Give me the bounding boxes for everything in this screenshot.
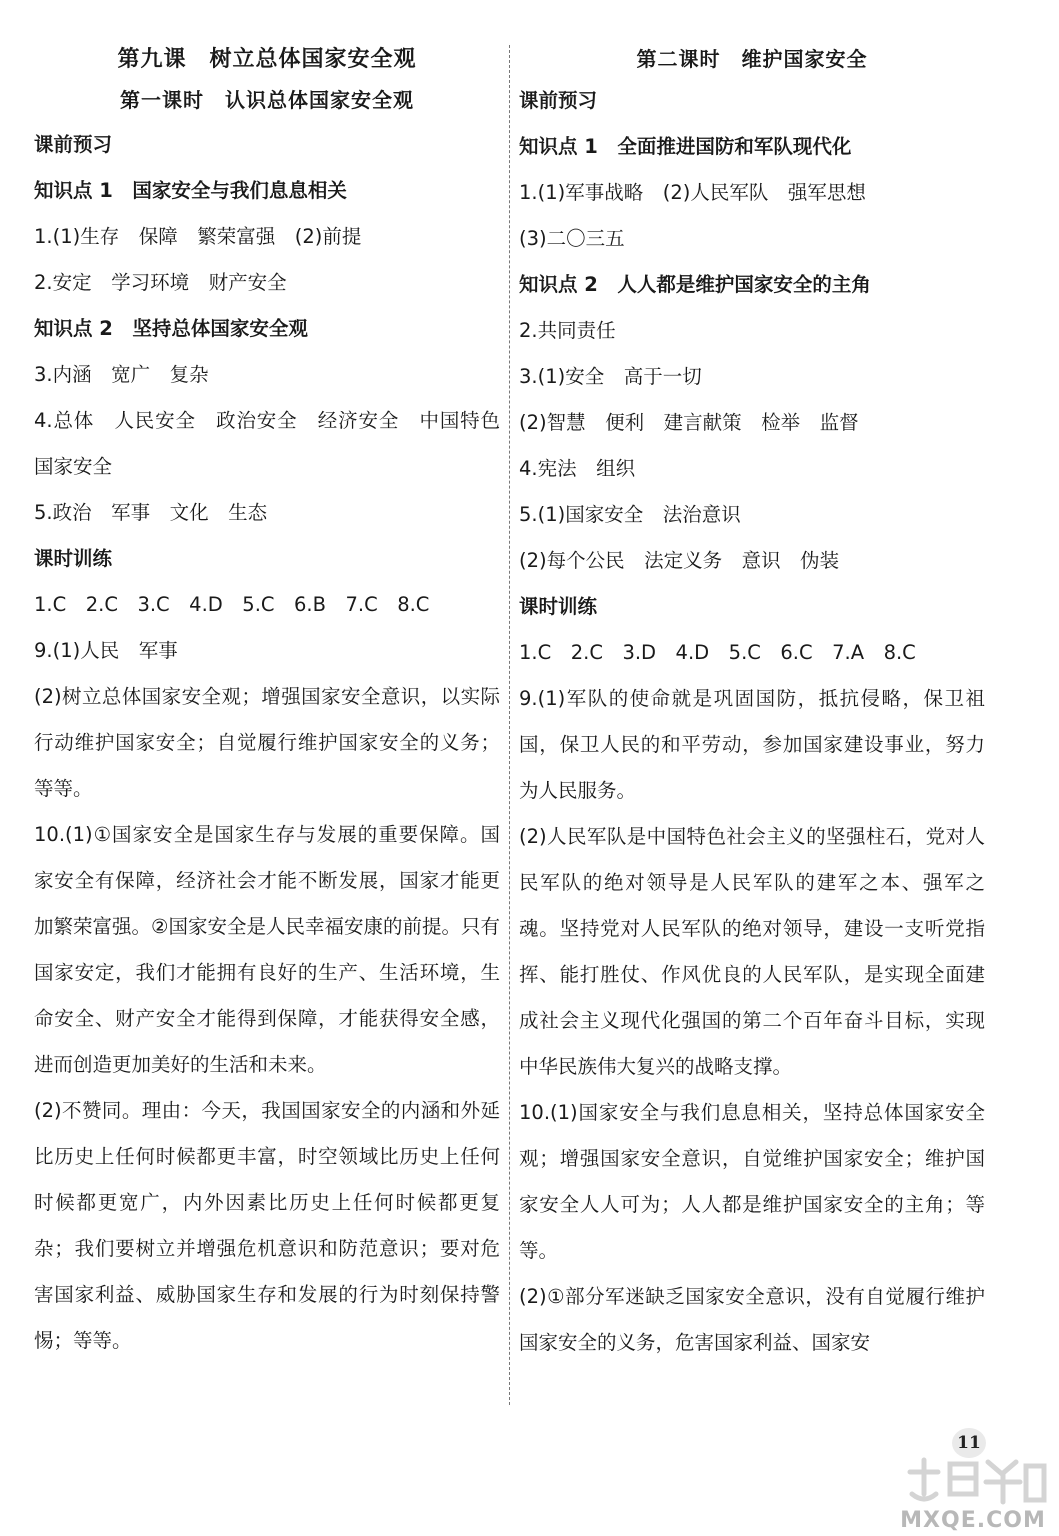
left-column xyxy=(34,40,500,1364)
answer-paragraph: 10.(1)①国家安全是国家生存与发展的重要保障。国家安全有保障，经济社会才能不断发展，国家才能更加繁荣富强。②国家安全是人民幸福安康的前提。只有国家安定，我们才能拥有良好的生产、生活环境，生命安全、财产安全才能得到保障，才能获得安全感，进而创造更加美好的生活和未来。 xyxy=(34,823,500,1076)
period-title-2: 第二课时 维护国家安全 xyxy=(636,47,868,71)
section-heading: 知识点 2 人人都是维护国家安全的主角 xyxy=(519,273,871,296)
answer-line: 5.政治 军事 文化 生态 xyxy=(34,501,268,524)
answer-line: 3.内涵 宽广 复杂 xyxy=(34,363,209,386)
answer-paragraph: 4.总体 人民安全 政治安全 经济安全 中国特色国家安全 xyxy=(34,409,500,478)
answer-line: 3.(1)安全 高于一切 xyxy=(519,365,702,388)
answer-line: 2.共同责任 xyxy=(519,319,616,342)
answer-paragraph: (2)不赞同。理由：今天，我国国家安全的内涵和外延比历史上任何时候都更丰富，时空领域比历史上任何时候都更宽广，内外因素比历史上任何时候都更复杂；我们要树立并增强危机意识和防范意识；要对危害国家利益、威胁国家生存和发展的行为时刻保持警惕；等等。 xyxy=(34,1099,500,1352)
answer-line: 2.安定 学习环境 财产安全 xyxy=(34,271,287,294)
section-heading: 课时训练 xyxy=(519,595,598,618)
answer-line: 1.(1)军事战略 (2)人民军队 强军思想 xyxy=(519,181,866,204)
answer-paragraph: (2)树立总体国家安全观；增强国家安全意识，以实际行动维护国家安全；自觉履行维护国家安全的义务；等等。 xyxy=(34,685,500,800)
left-content xyxy=(34,122,500,1364)
section-heading: 知识点 1 全面推进国防和军队现代化 xyxy=(519,135,852,158)
section-heading: 知识点 2 坚持总体国家安全观 xyxy=(34,317,308,340)
answer-line: 1.C 2.C 3.D 4.D 5.C 6.C 7.A 8.C xyxy=(519,641,916,664)
answer-paragraph: (2)人民军队是中国特色社会主义的坚强柱石，党对人民军队的绝对领导是人民军队的建军之本、强军之魂。坚持党对人民军队的绝对领导，建设一支听党指挥、能打胜仗、作风优良的人民军队，是实现全面建成社会主义现代化强国的第二个百年奋斗目标，实现中华民族伟大复兴的战略支撑。 xyxy=(519,825,985,1078)
answer-paragraph: 10.(1)国家安全与我们息息相关，坚持总体国家安全观；增强国家安全意识，自觉维护国家安全；维护国家安全人人可为；人人都是维护国家安全的主角；等等。 xyxy=(519,1101,985,1262)
section-heading: 课前预习 xyxy=(519,89,598,112)
answer-line: 5.(1)国家安全 法治意识 xyxy=(519,503,741,526)
answer-line: 9.(1)人民 军事 xyxy=(34,639,178,662)
answer-paragraph: (2)①部分军迷缺乏国家安全意识，没有自觉履行维护国家安全的义务，危害国家利益、国家安 xyxy=(519,1285,985,1354)
column-divider xyxy=(509,45,510,1405)
period-title-1: 第一课时 认识总体国家安全观 xyxy=(120,88,414,112)
answer-line: 1.(1)生存 保障 繁荣富强 (2)前提 xyxy=(34,225,362,248)
lesson-title: 第九课 树立总体国家安全观 xyxy=(117,46,417,72)
page-number: 11 xyxy=(952,1428,986,1458)
right-content xyxy=(519,78,985,1366)
answer-line: 4.宪法 组织 xyxy=(519,457,636,480)
watermark-text: MXQE.COM xyxy=(900,1508,1046,1533)
answer-line: 1.C 2.C 3.C 4.D 5.C 6.B 7.C 8.C xyxy=(34,593,430,616)
answer-line: (2)每个公民 法定义务 意识 伪装 xyxy=(519,549,840,572)
answer-line: (3)二〇三五 xyxy=(519,227,625,250)
section-heading: 课前预习 xyxy=(34,133,113,156)
answer-line: (2)智慧 便利 建言献策 检举 监督 xyxy=(519,411,859,434)
right-column xyxy=(519,40,985,1366)
section-heading: 知识点 1 国家安全与我们息息相关 xyxy=(34,179,347,202)
answer-paragraph: 9.(1)军队的使命就是巩固国防，抵抗侵略，保卫祖国，保卫人民的和平劳动，参加国家建设事业，努力为人民服务。 xyxy=(519,687,985,802)
section-heading: 课时训练 xyxy=(34,547,113,570)
